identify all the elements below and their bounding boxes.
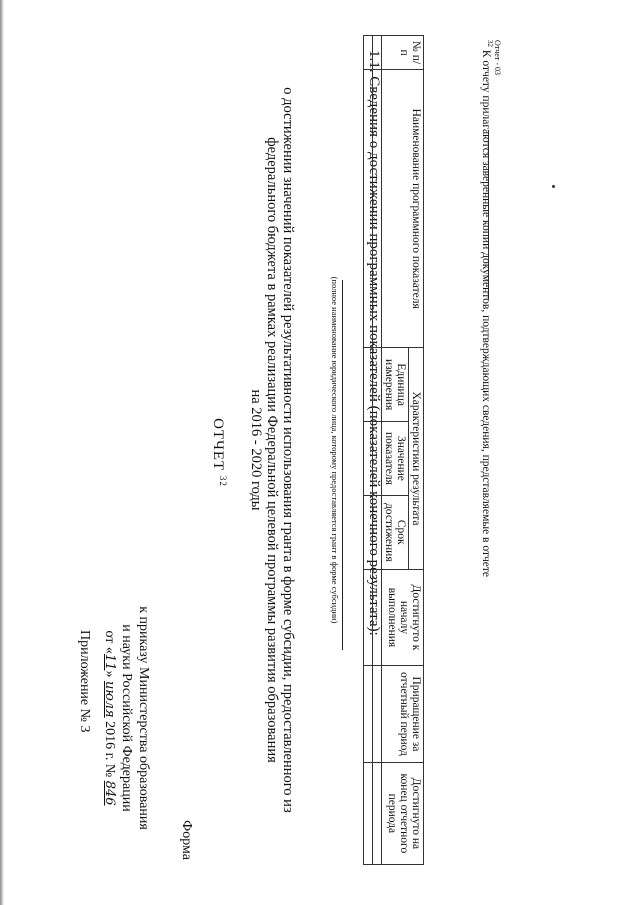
scan-speck	[552, 185, 555, 188]
entity-name-caption: (полное наименование юридического лица, которому предоставляется грант в форме субсидии)	[330, 276, 340, 624]
order-date-mid: »	[102, 670, 117, 681]
order-line-2: и науки Российской Федерации	[119, 624, 134, 812]
table-cell[interactable]	[373, 348, 382, 422]
entity-name-line	[342, 280, 343, 650]
table-cell[interactable]	[373, 569, 382, 666]
order-date-line	[101, 568, 118, 868]
order-number: 846	[102, 780, 117, 806]
header-achieved-end: Достигнуто на конец отчетного периода	[382, 762, 424, 864]
order-date-month: июля	[102, 680, 117, 718]
report-description-line-1: о достижении значений показателей результативности использования гранта в форме субсидии, предоставленного из	[280, 87, 296, 813]
order-date-prefix: от «	[102, 630, 117, 654]
table-cell[interactable]	[373, 36, 382, 70]
table-cell[interactable]	[364, 495, 373, 569]
header-increment: Приращение за отчетный период	[382, 666, 424, 763]
report-description-line-2: федерального бюджета в рамках реализации Федеральной целевой программы развития образования	[264, 137, 280, 763]
table-row	[373, 36, 382, 865]
table-cell[interactable]	[373, 495, 382, 569]
footnote	[480, 40, 494, 660]
report-description-line-3: на 2016 - 2020 годы	[248, 389, 264, 511]
table-cell[interactable]	[364, 762, 373, 864]
report-title-text: ОТЧЕТ	[210, 418, 226, 472]
header-name: Наименование программного показателя	[382, 70, 424, 348]
table-cell[interactable]	[364, 348, 373, 422]
table-cell[interactable]	[373, 70, 382, 348]
footnote-ref: 32	[486, 40, 494, 47]
table-cell[interactable]	[364, 36, 373, 70]
order-date-day: 11	[102, 653, 117, 671]
report-title-footnote-ref: 32	[218, 475, 228, 487]
form-code: Отчет - 03	[493, 40, 502, 76]
table-cell[interactable]	[373, 666, 382, 763]
order-date-year: 2016 г. №	[102, 721, 117, 778]
header-group: Характеристики результата	[409, 348, 424, 569]
table-cell[interactable]	[364, 422, 373, 496]
table-cell[interactable]	[364, 666, 373, 763]
header-deadline: Срок достижения	[382, 495, 409, 569]
table-cell[interactable]	[373, 422, 382, 496]
report-description	[248, 40, 296, 860]
header-num: № п/п	[382, 36, 424, 70]
table-cell[interactable]	[364, 70, 373, 348]
order-reference	[101, 568, 152, 868]
indicators-table	[363, 35, 424, 865]
table-row	[364, 36, 373, 865]
header-value: Значение показателя	[382, 422, 409, 496]
header-achieved-start: Достигнуто к началу выполнения	[382, 569, 424, 666]
section-title: 1.1. Сведения о достижении программных показателей (показателей конечного результата):	[366, 50, 382, 636]
order-line-1: к приказу Министерства образования	[136, 606, 151, 830]
footnote-text: К отчету прилагаются заверенные копии документов, подтверждающих сведения, представляемые в отчете	[480, 49, 493, 578]
annex-label: Приложение № 3	[77, 630, 92, 733]
table-cell[interactable]	[373, 762, 382, 864]
report-title	[209, 0, 228, 905]
form-label: Форма	[179, 820, 194, 860]
header-unit: Единица измерения	[382, 348, 409, 422]
table-header-row	[409, 36, 424, 865]
table-cell[interactable]	[364, 569, 373, 666]
